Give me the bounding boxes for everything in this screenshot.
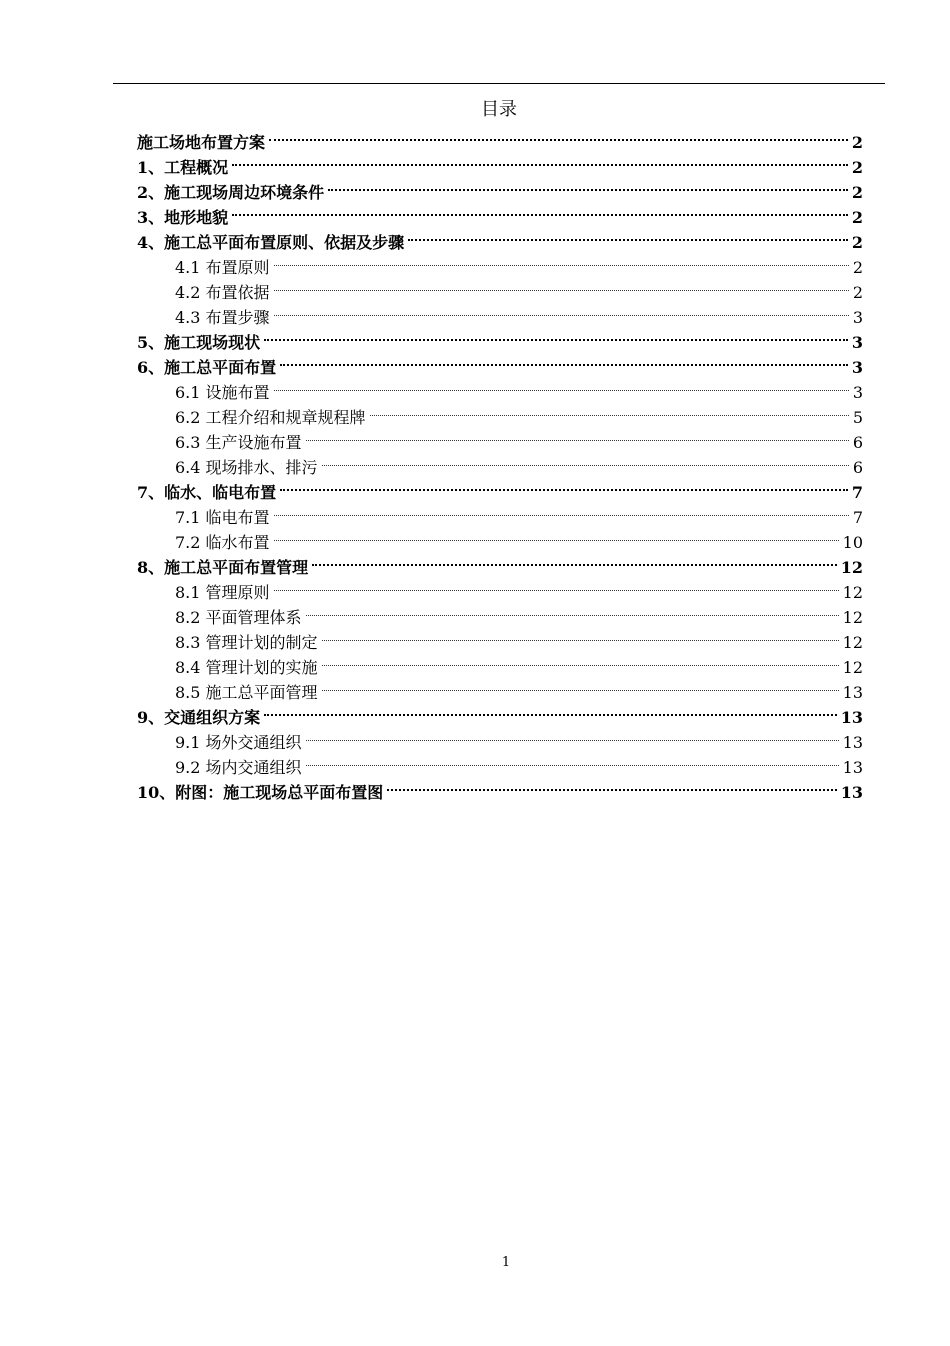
dot-leader — [264, 323, 848, 348]
toc-entry-label: 4.2 布置依据 — [175, 283, 270, 302]
toc-entry-label: 5、施工现场现状 — [137, 333, 261, 352]
toc-entry-label: 8.4 管理计划的实施 — [175, 658, 318, 677]
toc-entry-label: 9.1 场外交通组织 — [175, 733, 302, 752]
toc-title: 目录 — [481, 99, 517, 120]
toc-entry-page: 6 — [852, 458, 863, 477]
dot-leader — [322, 623, 839, 648]
toc-entry-label: 10、附图：施工现场总平面布置图 — [137, 783, 384, 802]
dot-leader — [306, 723, 839, 748]
toc-entry-page: 12 — [842, 608, 863, 627]
dot-leader — [280, 473, 848, 498]
toc-entry-page: 2 — [851, 183, 863, 202]
dot-leader — [322, 448, 849, 473]
toc-entry-heading[interactable] — [137, 148, 863, 177]
page-number: 1 — [501, 1255, 511, 1270]
toc-entry-label: 6.4 现场排水、排污 — [175, 458, 318, 477]
toc-entry-page: 2 — [852, 258, 863, 277]
dot-leader — [312, 548, 837, 573]
toc-entry-page: 2 — [851, 208, 863, 227]
toc-entry-page: 12 — [842, 633, 863, 652]
dot-leader — [274, 373, 849, 398]
toc-entry-page: 2 — [851, 158, 863, 177]
toc-entry-page: 6 — [852, 433, 863, 452]
dot-leader — [264, 698, 837, 723]
dot-leader — [232, 198, 848, 223]
dot-leader — [306, 423, 849, 448]
toc-entry-page: 2 — [851, 233, 863, 252]
toc-entry-label: 施工场地布置方案 — [137, 133, 266, 152]
toc-entry-page: 5 — [852, 408, 863, 427]
toc-entry-label: 6.3 生产设施布置 — [175, 433, 302, 452]
toc-entry-page: 12 — [840, 558, 863, 577]
toc-entry-page: 13 — [842, 758, 863, 777]
toc-entry-label: 6、施工总平面布置 — [137, 358, 277, 377]
dot-leader — [408, 223, 848, 248]
toc-entry-page: 2 — [851, 133, 863, 152]
toc-entry-page: 12 — [842, 658, 863, 677]
dot-leader — [274, 573, 839, 598]
dot-leader — [274, 523, 839, 548]
dot-leader — [269, 123, 848, 148]
toc-entry-page: 13 — [840, 708, 863, 727]
toc-entry-label: 8.5 施工总平面管理 — [175, 683, 318, 702]
toc-entry-label: 4.1 布置原则 — [175, 258, 270, 277]
toc-entry-label: 8、施工总平面布置管理 — [137, 558, 309, 577]
dot-leader — [280, 348, 848, 373]
dot-leader — [274, 273, 849, 298]
toc-entry-label: 4、施工总平面布置原则、依据及步骤 — [137, 233, 405, 252]
toc-entry-label: 8.3 管理计划的制定 — [175, 633, 318, 652]
dot-leader — [387, 773, 836, 798]
toc-entry-label: 6.2 工程介绍和规章规程牌 — [175, 408, 366, 427]
toc-entry-label: 9.2 场内交通组织 — [175, 758, 302, 777]
toc-entry-page: 13 — [842, 733, 863, 752]
toc-entry-page: 2 — [852, 283, 863, 302]
dot-leader — [322, 673, 839, 698]
toc-entry-heading[interactable] — [137, 198, 863, 227]
toc-entry-label: 1、工程概况 — [137, 158, 229, 177]
toc-entry-label: 2、施工现场周边环境条件 — [137, 183, 325, 202]
toc-entry-heading[interactable] — [137, 123, 863, 152]
toc-entry-heading[interactable] — [137, 223, 863, 252]
toc-entry-label: 7.2 临水布置 — [175, 533, 270, 552]
toc-entry-page: 7 — [852, 508, 863, 527]
toc-entry-label: 4.3 布置步骤 — [175, 308, 270, 327]
dot-leader — [306, 598, 839, 623]
toc-entry-label: 3、地形地貌 — [137, 208, 229, 227]
toc-entry-page: 7 — [851, 483, 863, 502]
toc-entry-page: 13 — [842, 683, 863, 702]
toc-entry-label: 6.1 设施布置 — [175, 383, 270, 402]
toc-entry-page: 13 — [840, 783, 863, 802]
toc-entry-label: 9、交通组织方案 — [137, 708, 261, 727]
toc-entry-page: 3 — [852, 308, 863, 327]
dot-leader — [306, 748, 839, 773]
toc-entry-heading[interactable] — [137, 173, 863, 202]
dot-leader — [274, 498, 849, 523]
toc-entry-label: 8.2 平面管理体系 — [175, 608, 302, 627]
toc-entry-page: 3 — [851, 358, 863, 377]
table-of-contents — [137, 123, 863, 802]
dot-leader — [274, 298, 849, 323]
header-rule — [113, 83, 885, 84]
dot-leader — [328, 173, 848, 198]
toc-entry-label: 8.1 管理原则 — [175, 583, 270, 602]
toc-entry-label: 7.1 临电布置 — [175, 508, 270, 527]
dot-leader — [274, 248, 849, 273]
toc-entry-label: 7、临水、临电布置 — [137, 483, 277, 502]
toc-entry-page: 3 — [852, 383, 863, 402]
toc-entry-page: 3 — [851, 333, 863, 352]
toc-entry-page: 10 — [842, 533, 863, 552]
dot-leader — [232, 148, 848, 173]
dot-leader — [370, 398, 849, 423]
dot-leader — [322, 648, 839, 673]
toc-entry-page: 12 — [842, 583, 863, 602]
